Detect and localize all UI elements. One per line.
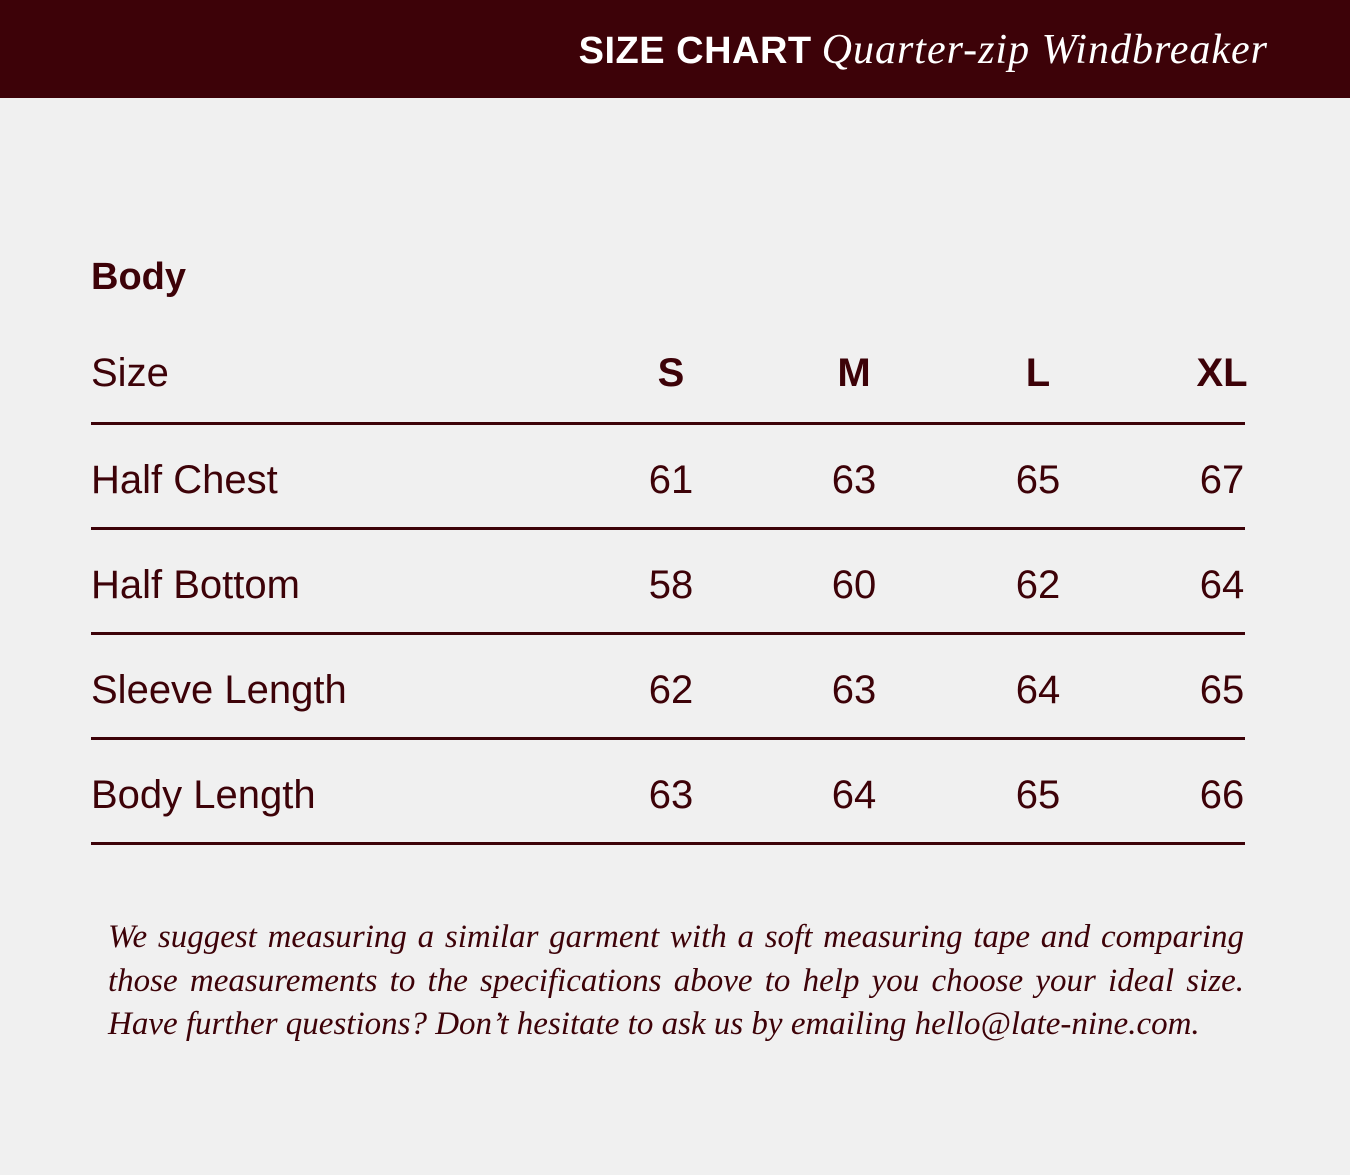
row-label: Sleeve Length [91, 668, 347, 712]
size-s-header: S [657, 351, 685, 395]
table-cell: 65 [1199, 668, 1245, 712]
page-title [579, 26, 1268, 74]
row-label: Half Bottom [91, 563, 300, 607]
section-title: Body [91, 256, 186, 298]
table-cell: 62 [648, 668, 694, 712]
size-xl-header: XL [1196, 351, 1248, 395]
table-row [91, 530, 1245, 635]
table-row [91, 740, 1245, 845]
row-label: Half Chest [91, 458, 278, 502]
product-name: Quarter-zip Windbreaker [821, 27, 1268, 73]
table-cell: 65 [1015, 458, 1061, 502]
header-banner [0, 0, 1350, 98]
table-cell: 64 [1015, 668, 1061, 712]
table-cell: 65 [1015, 773, 1061, 817]
row-label: Body Length [91, 773, 316, 817]
size-l-header: L [1025, 351, 1051, 395]
table-cell: 61 [648, 458, 694, 502]
size-header-label: Size [91, 351, 169, 395]
table-cell: 63 [831, 668, 877, 712]
table-cell: 60 [831, 563, 877, 607]
table-header-row [91, 333, 1248, 425]
table-cell: 63 [831, 458, 877, 502]
table-cell: 64 [831, 773, 877, 817]
title-text: SIZE CHART [578, 30, 812, 72]
table-cell: 64 [1199, 563, 1245, 607]
table-cell: 63 [648, 773, 694, 817]
size-table [91, 333, 1248, 845]
table-cell: 66 [1199, 773, 1245, 817]
table-row [91, 635, 1245, 740]
table-cell: 58 [648, 563, 694, 607]
table-cell: 67 [1199, 458, 1245, 502]
measuring-note: We suggest measuring a similar garment with a soft measuring tape and comparing those measurements to the specifications above to help you choose your ideal size. Have further questions? Don’t hesitate to ask us by emailing hello@late-nine.com. [108, 919, 1244, 1042]
size-m-header: M [837, 351, 871, 395]
table-row [91, 425, 1245, 530]
table-cell: 62 [1015, 563, 1061, 607]
